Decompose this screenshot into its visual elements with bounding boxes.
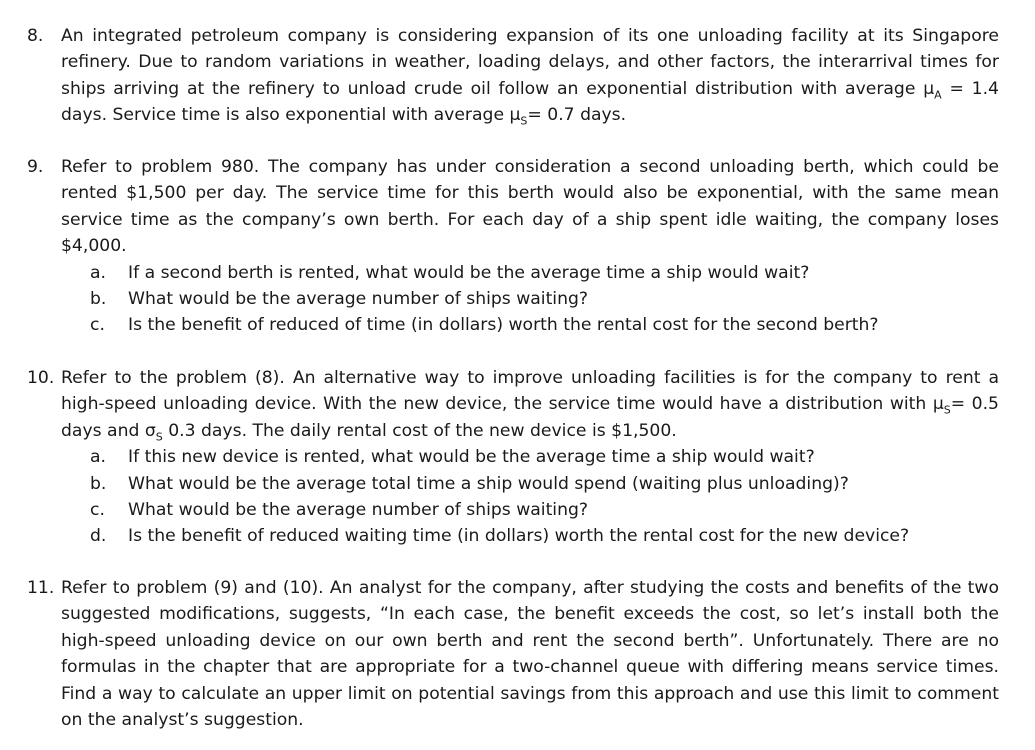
sub-question-letter: a. — [90, 262, 106, 283]
sub-question-letter: b. — [90, 473, 107, 494]
sub-question — [61, 312, 999, 338]
sub-question-text: What would be the average total time a ship would spend (waiting plus unloading)? — [128, 473, 849, 494]
problem-number: 10. — [27, 368, 55, 388]
problem-text: Refer to the problem (8). An alternative way to improve unloading facilities is for the company to rent a high-speed unloading device. With the new device, the service time would have a distribution with $\mu_S= 0.5$ days and $\sigma_S$ 0.3 days. The daily rental cost of the new device is $1,500. — [61, 368, 999, 444]
problem-number: 8. — [27, 26, 44, 46]
sub-question — [61, 497, 999, 523]
sub-question-text: What would be the average number of ships waiting? — [128, 289, 589, 310]
sub-question — [61, 444, 999, 470]
sub-question — [61, 260, 999, 286]
sub-question-text: Is the benefit of reduced of time (in dollars) worth the rental cost for the second berth? — [128, 315, 879, 336]
sub-question-text: If this new device is rented, what would be the average time a ship would wait? — [128, 447, 815, 468]
problem-number: 9. — [27, 157, 44, 177]
problem-11 — [27, 575, 999, 733]
sub-question-letter: b. — [90, 289, 107, 310]
sub-question-letter: c. — [90, 500, 105, 520]
sub-question — [61, 523, 999, 549]
sub-question — [61, 471, 999, 497]
sub-question — [61, 286, 999, 312]
sub-question-letter: d. — [90, 526, 107, 547]
problem-number: 11. — [27, 578, 55, 598]
problem-9 — [27, 154, 999, 339]
sub-question-letter: a. — [90, 447, 106, 468]
sub-question-text: What would be the average number of ships waiting? — [128, 500, 589, 520]
sub-question-text: If a second berth is rented, what would be the average time a ship would wait? — [128, 262, 810, 283]
problem-10 — [27, 365, 999, 550]
problem-8 — [27, 23, 999, 129]
sub-question-text: Is the benefit of reduced waiting time (in dollars) worth the rental cost for the new device? — [128, 526, 910, 547]
problem-text: Refer to problem 980. The company has under consideration a second unloading berth, which could be rented $1,500 per day. The service time for this berth would also be exponential, with the same mean service time as the company’s own berth. For each day of a ship spent idle waiting, the company loses $4,000. — [61, 157, 999, 257]
problem-text: An integrated petroleum company is considering expansion of its one unloading facility at its Singapore refinery. Due to random variations in weather, loading delays, and other factors, the interarrival times for ships arriving at the refinery to unload crude oil follow an exponential distribution with average $\mu_A = 1.4$ days. Service time is also exponential with average $\mu_S= 0.7$ days. — [61, 26, 999, 128]
sub-question-letter: c. — [90, 315, 105, 336]
problem-text: Refer to problem (9) and (10). An analyst for the company, after studying the costs and benefits of the two suggested modifications, suggests, “In each case, the benefit exceeds the cost, so let’s install both the high-speed unloading device on our own berth and rent the second berth”. Unfortunately. There are no formulas in the chapter that are appropriate for a two-channel queue with differing means service times. Find a way to calculate an upper limit on potential savings from this approach and use this limit to comment on the analyst’s suggestion. — [61, 578, 999, 731]
